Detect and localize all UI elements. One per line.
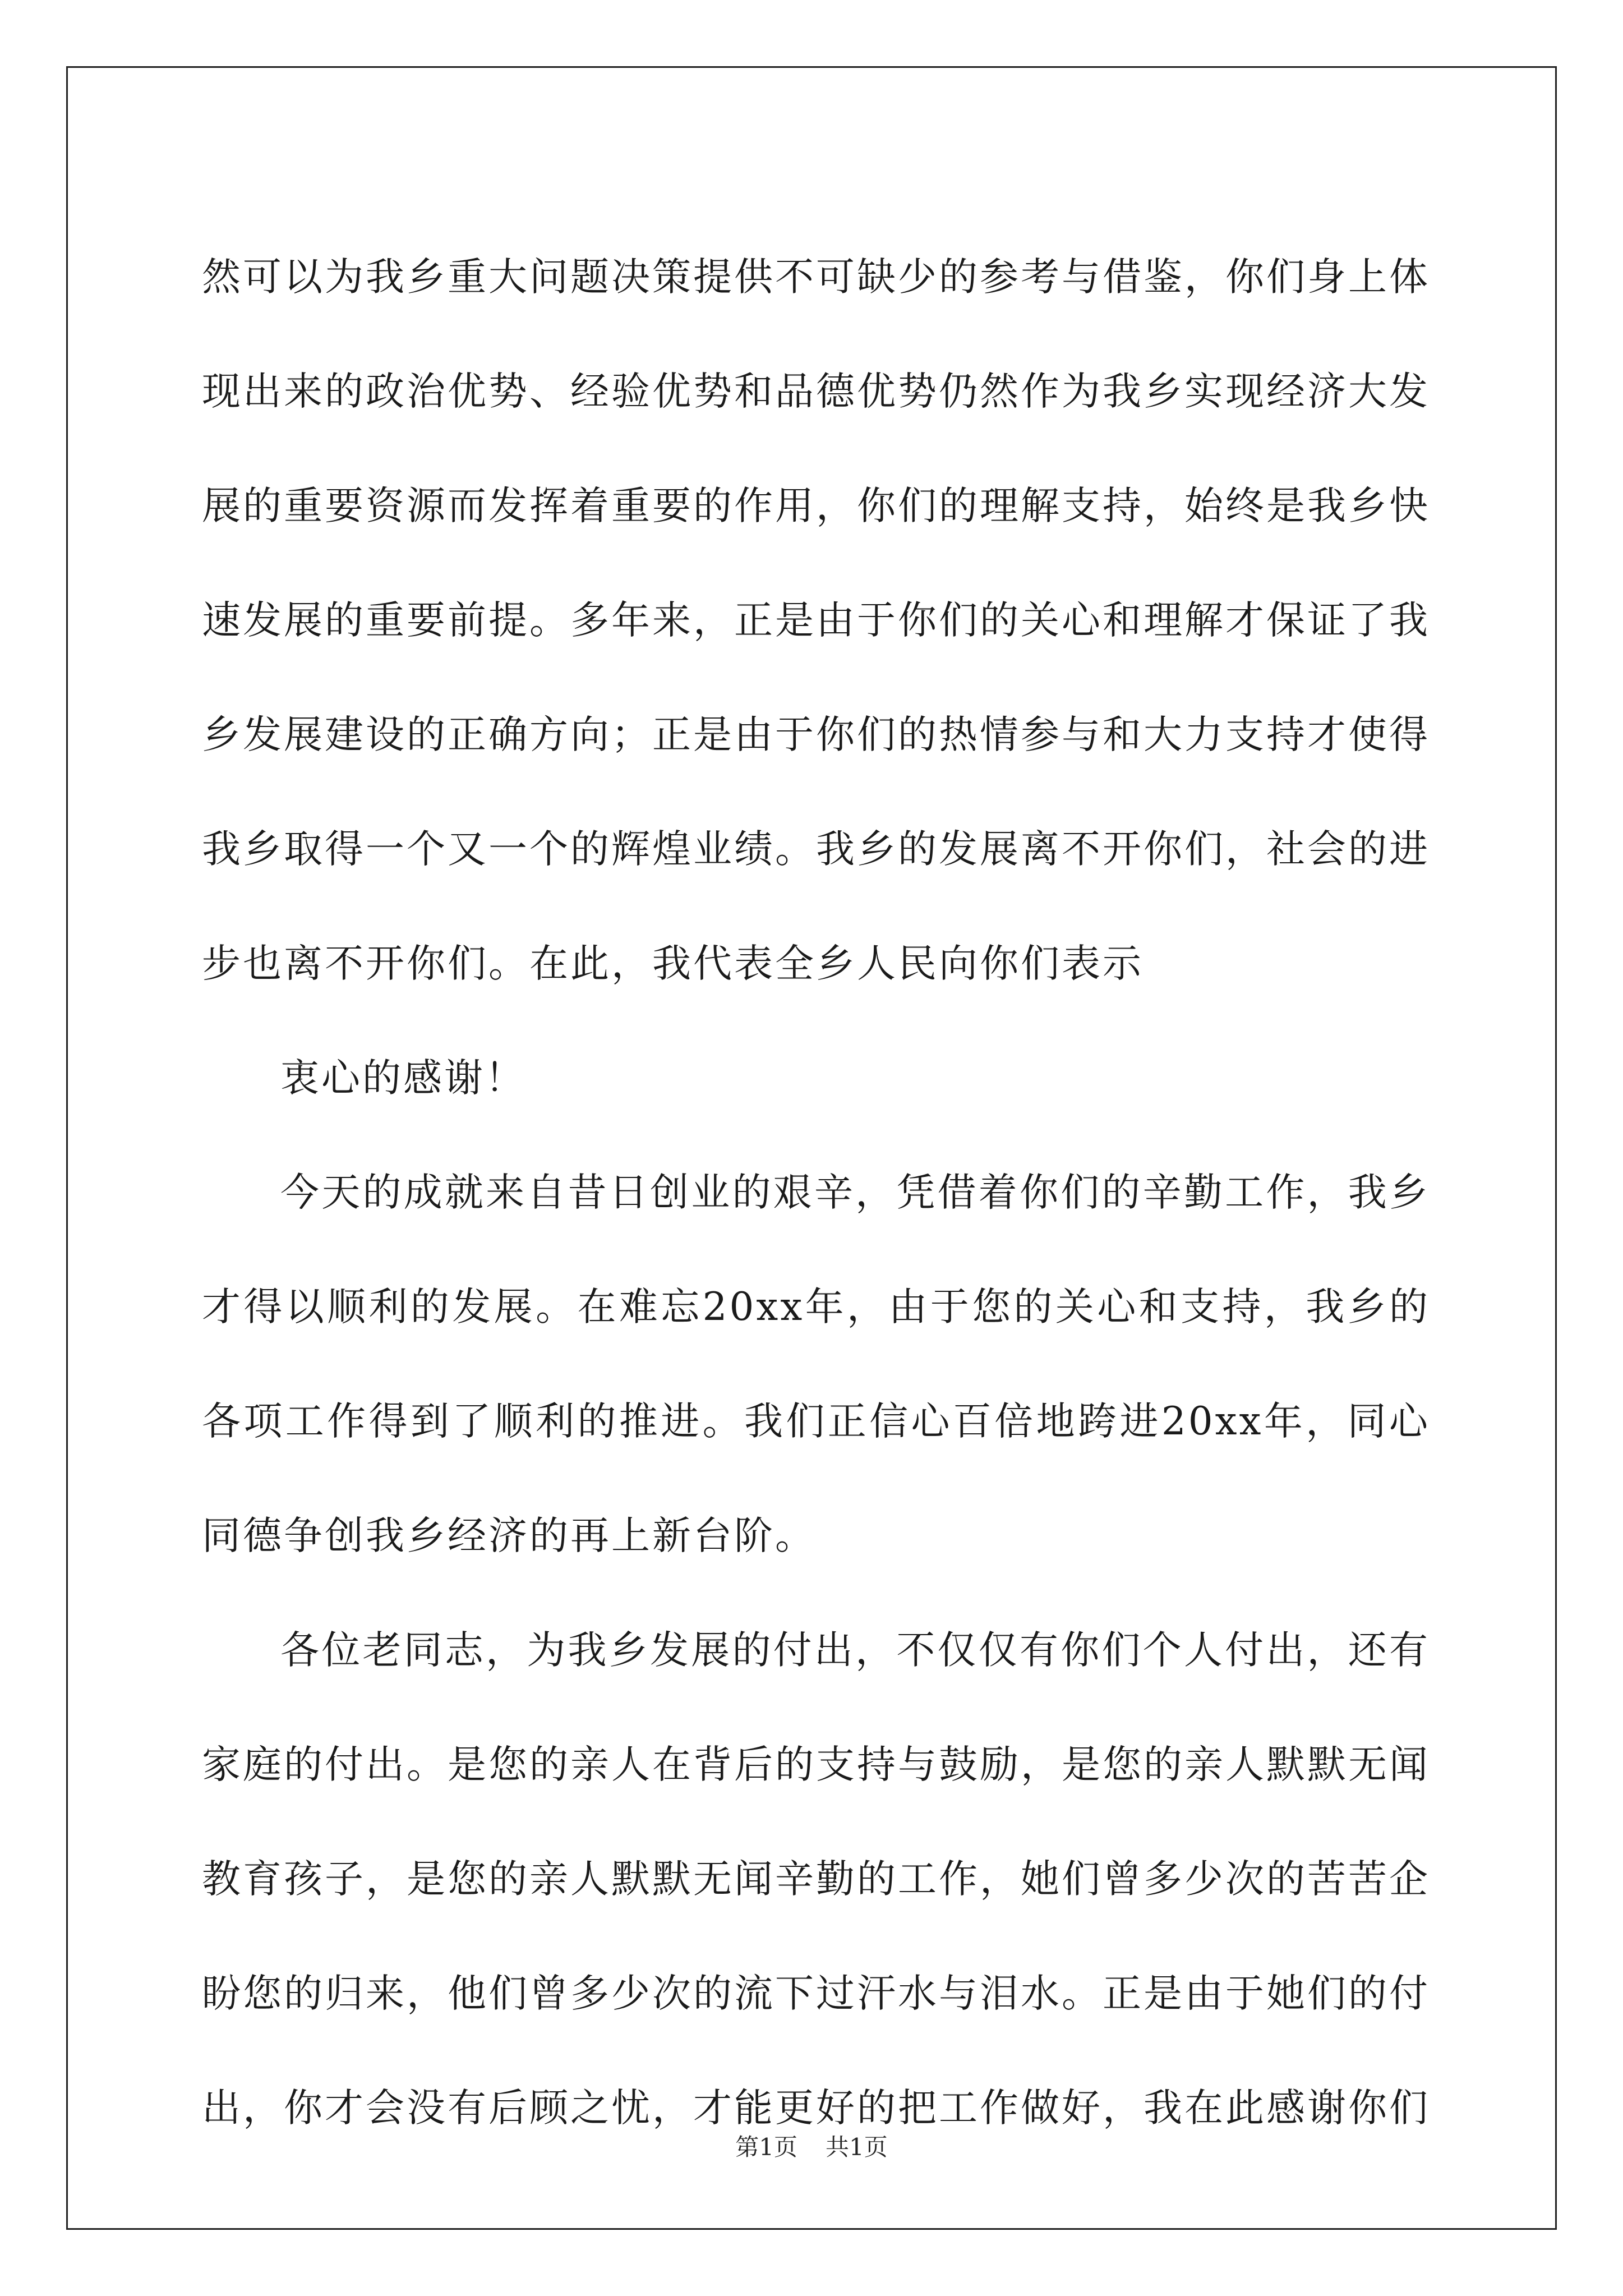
page-number-current: 第1页 — [735, 2133, 797, 2161]
page-footer — [0, 2129, 1623, 2162]
paragraph-1: 然可以为我乡重大问题决策提供不可缺少的参考与借鉴，你们身上体现出来的政治优势、经验优势和品德优势仍然作为我乡实现经济大发展的重要资源而发挥着重要的作用，你们的理解支持，始终是我乡快速发展的重要前提。多年来，正是由于你们的关心和理解才保证了我乡发展建设的正确方向；正是由于你们的热情参与和大力支持才使得我乡取得一个又一个的辉煌业绩。我乡的发展离不开你们，社会的进步也离不开你们。在此，我代表全乡人民向你们表示 — [202, 255, 1430, 986]
paragraph-2: 衷心的感谢！ — [280, 1056, 526, 1101]
paragraph-4: 各位老同志，为我乡发展的付出，不仅仅有你们个人付出，还有家庭的付出。是您的亲人在背后的支持与鼓励，是您的亲人默默无闻教育孩子，是您的亲人默默无闻辛勤的工作，她们曾多少次的苦苦企盼您的归来，他们曾多少次的流下过汗水与泪水。正是由于她们的付出，你才会没有后顾之忧，才能更好的把工作做好，我在此感谢你们 — [202, 1628, 1430, 2131]
paragraph-3: 今天的成就来自昔日创业的艰辛，凭借着你们的辛勤工作，我乡才得以顺利的发展。在难忘20xx年，由于您的关心和支持，我乡的各项工作得到了顺利的推进。我们正信心百倍地跨进20xx年，同心同德争创我乡经济的再上新台阶。 — [202, 1170, 1430, 1558]
page-number-total: 共1页 — [826, 2133, 888, 2161]
document-body — [202, 220, 1430, 2165]
